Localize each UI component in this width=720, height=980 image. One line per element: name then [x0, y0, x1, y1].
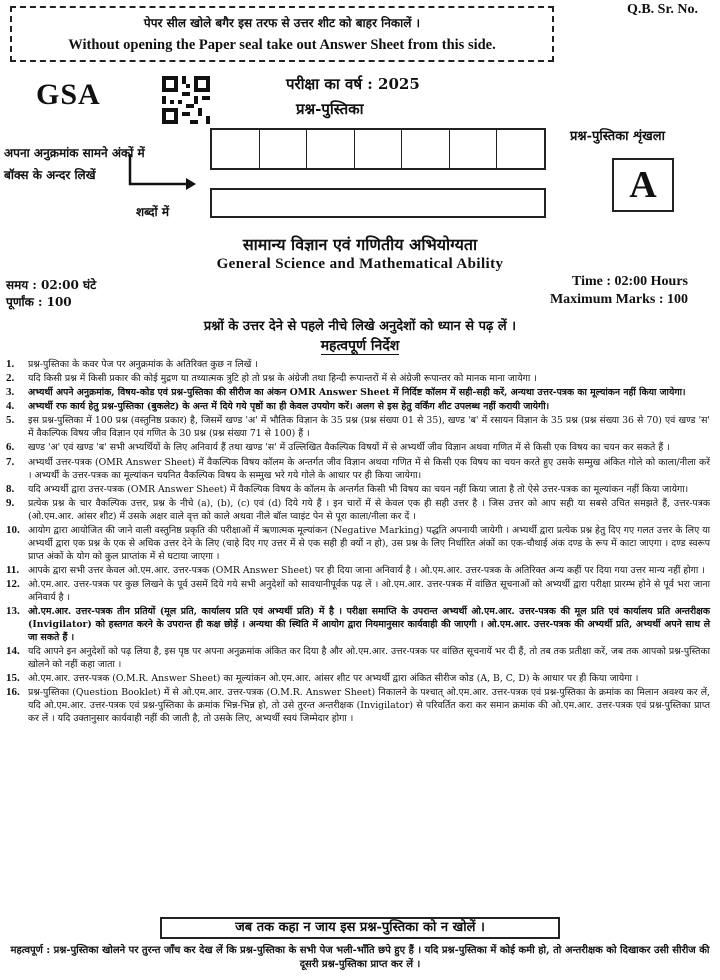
roll-digit-box[interactable]	[355, 130, 403, 168]
roll-digit-box[interactable]	[307, 130, 355, 168]
instruction-text: यदि आपने इन अनुदेशों को पढ़ लिया है, इस पृष्ठ पर अपना अनुक्रमांक अंकित कर दिया है और ओ.एम.आर. उत्तर-पत्रक पर वांछित सूचनायें भर दी हैं, तो तब तक प्रतीक्षा करें, जब तक आपको प्रश्न-पुस्तिका खोलने को नहीं कहा जाता ।	[28, 646, 710, 671]
do-not-open-notice: जब तक कहा न जाय इस प्रश्न-पुस्तिका को न खोलें ।	[160, 917, 560, 939]
roll-number-instruction	[4, 142, 145, 186]
instruction-text: अभ्यर्थी रफ कार्य हेतु प्रश्न-पुस्तिका (बुकलेट) के अन्त में दिये गये पृष्ठों का ही केवल उपयोग करें। अलग से इस हेतु वर्किंग शीट उपलब्ध नहीं करायी जायेगी।	[28, 401, 550, 413]
arrow-right-icon	[128, 150, 198, 190]
roll-digit-box[interactable]	[402, 130, 450, 168]
instruction-item	[6, 645, 710, 671]
instruction-text: ओ.एम.आर. उत्तर-पत्रक तीन प्रतियों (मूल प्रति, कार्यालय प्रति एवं अभ्यर्थी प्रति) में है । परीक्षा समाप्ति के उपरान्त अभ्यर्थी ओ.एम.आर. उत्तर-पत्रक की मूल प्रति एवं कार्यालय प्रति अन्तरीक्षक (Invigilator) को हस्तगत करने के उपरान्त ही कक्ष छोड़ें । अन्यथा की स्थिति में आयोग द्वारा नियमानुसार कार्यवाही की जाएगी । ओ.एम.आर. उत्तर-पत्रक की अभ्यर्थी प्रति, अभ्यर्थी अपने साथ ले जा सकते हैं ।	[28, 606, 710, 644]
instruction-text: यदि किसी प्रश्न में किसी प्रकार की कोई मुद्रण या तथ्यात्मक त्रुटि हो तो प्रश्न के अंग्रेजी तथा हिन्दी रूपान्तरों में से अंग्रेजी रूपान्तर को मानक माना जायेगा ।	[28, 373, 537, 385]
important-heading-text: महत्वपूर्ण निर्देश	[320, 338, 400, 354]
instruction-item	[6, 578, 710, 604]
seal-notice-english: Without opening the Paper seal take out Answer Sheet from this side.	[68, 37, 496, 53]
subject-title-english: General Science and Mathematical Ability	[216, 256, 504, 272]
instruction-text: आयोग द्वारा आयोजित की जाने वाली वस्तुनिष्ठ प्रकृति की परीक्षाओं में ऋणात्मक मूल्यांकन (Negative Marking) पद्धति अपनायी जायेगी । अभ्यर्थी द्वारा प्रत्येक प्रश्न हेतु दिए गए गलत उत्तर के लिए या अभ्यर्थी द्वारा एक प्रश्न के एक से अधिक उत्तर देने के लिए (चाहे दिए गए उत्तर में से एक सही ही क्यों न हो), उस प्रश्न के लिए निर्धारित अंकों का एक-चौथाई अंक दण्ड के रूप में काटा जाएगा । दण्ड स्वरूप प्राप्त अंकों के योग को कुल प्राप्तांक में से घटाया जाएगा ।	[28, 524, 710, 562]
booklet-series-label: प्रश्न-पुस्तिका शृंखला	[570, 129, 665, 144]
qr-code-icon	[162, 76, 210, 124]
instruction-number: 7.	[6, 455, 15, 468]
roll-instruction-line1: अपना अनुक्रमांक सामने अंकों में	[4, 146, 145, 160]
instruction-item	[6, 441, 710, 454]
instruction-text: इस प्रश्न-पुस्तिका में 100 प्रश्न (वस्तुनिष्ठ प्रकार) है, जिसमें खण्ड 'अ' में भौतिक विज्ञान के 35 प्रश्न (प्रश्न संख्या 01 से 35), खण्ड 'ब' में रसायन विज्ञान के 35 प्रश्न (प्रश्न संख्या 36 से 70) एवं खण्ड 'स' में वैकल्पिक विषय जीव विज्ञान एवं गणित के 30 प्रश्न (प्रश्न संख्या 71 से 100) हैं ।	[28, 415, 710, 440]
instruction-number: 5.	[6, 414, 15, 427]
instruction-text: ओ.एम.आर. उत्तर-पत्रक (O.M.R. Answer Sheet) का मूल्यांकन ओ.एम.आर. आंसर शीट पर अभ्यर्थी द्वारा अंकित सीरीज कोड (A, B, C, D) के आधार पर ही किया जायेगा ।	[28, 673, 639, 685]
marks-hindi: पूर्णांक : 100	[6, 295, 72, 309]
instruction-number: 12.	[6, 578, 20, 591]
read-instructions-note: प्रश्नों के उत्तर देने से पहले नीचे लिखे अनुदेशों को ध्यान से पढ़ लें ।	[203, 319, 517, 334]
instruction-number: 1.	[6, 358, 15, 370]
booklet-code: GSA	[36, 78, 101, 111]
instruction-item	[6, 564, 710, 577]
time-english: Time : 02:00 Hours	[571, 274, 688, 289]
instruction-item	[6, 358, 710, 371]
booklet-series-box: A	[612, 158, 674, 212]
roll-digit-box[interactable]	[260, 130, 308, 168]
instruction-number: 16.	[6, 686, 20, 699]
instruction-number: 2.	[6, 372, 15, 385]
instruction-text: अभ्यर्थी अपने अनुक्रमांक, विषय-कोड एवं प्रश्न-पुस्तिका की सीरीज का अंकन OMR Answer Sheet में निर्दिष्ट कॉलम में सही-सही करें, अन्यथा उत्तर-पत्रक का मूल्यांकन नहीं किया जायेगा।	[28, 387, 686, 399]
instruction-item	[6, 524, 710, 563]
instruction-number: 13.	[6, 605, 20, 618]
instruction-text: आपके द्वारा सभी उत्तर केवल ओ.एम.आर. उत्तर-पत्रक (OMR Answer Sheet) पर ही दिया जाना अनिवार्य है । ओ.एम.आर. उत्तर-पत्रक के अतिरिक्त अन्य कहीं पर दिया गया उत्तर मान्य नहीं होगा ।	[28, 564, 705, 576]
subject-title-hindi: सामान्य विज्ञान एवं गणितीय अभियोग्यता	[242, 235, 478, 254]
instruction-number: 10.	[6, 523, 20, 536]
roll-instruction-line2: बॉक्स के अन्दर लिखें	[4, 168, 96, 182]
seal-notice-hindi: पेपर सील खोले बगैर इस तरफ से उत्तर शीट को बाहर निकालें ।	[143, 16, 421, 30]
roll-number-in-words-box[interactable]	[210, 188, 546, 218]
instruction-text: अभ्यर्थी उत्तर-पत्रक (OMR Answer Sheet) में वैकल्पिक विषय कॉलम के अन्तर्गत जीव विज्ञान अथवा गणित में से किसी एक विषय का चयन करते हुए उसके सम्मुख अंकित गोले को काला/नीला करें । अभ्यर्थी के उत्तर-पत्रक का मूल्यांकन चयनित वैकल्पिक विषय के सम्मुख भरे गये गोले के आधार पर ही किया जायेगा।	[28, 456, 710, 481]
seal-notice-box	[10, 6, 554, 62]
instruction-item	[6, 414, 710, 440]
instruction-item	[6, 400, 710, 413]
instruction-number: 3.	[6, 386, 15, 399]
roll-digit-box[interactable]	[450, 130, 498, 168]
time-hindi: समय : 02:00 घंटे	[6, 278, 97, 292]
marks-english: Maximum Marks : 100	[549, 292, 688, 307]
instruction-number: 15.	[6, 672, 20, 685]
instruction-item	[6, 386, 710, 399]
instruction-text: प्रश्न-पुस्तिका (Question Booklet) में से ओ.एम.आर. उत्तर-पत्रक (O.M.R. Answer Sheet) निकालने के पश्चात् ओ.एम.आर. उत्तर-पत्रक एवं प्रश्न-पुस्तिका के क्रमांक का मिलान अवश्य कर लें, यदि ओ.एम.आर. उत्तर-पत्रक एवं प्रश्न-पुस्तिका के क्रमांक भिन्न-भिन्न हो, तो उसे तुरन्त अन्तरीक्षक (Invigilator) से परिवर्तित करा कर समान क्रमांक की ओ.एम.आर. उत्तर-पत्रक एवं प्रश्न-पुस्तिका प्राप्त कर लें । यदि उक्तानुसार कार्यवाही नहीं की जाती है, तो उसके लिए, अभ्यर्थी स्वयं जिम्मेदार होगा ।	[28, 687, 710, 725]
footer-important-note: महत्वपूर्ण : प्रश्न-पुस्तिका खोलने पर तुरन्त जाँच कर देख लें कि प्रश्न-पुस्तिका के सभी पेज भली-भाँति छपे हुए हैं । यदि प्रश्न-पुस्तिका में कोई कमी हो, तो अन्तरीक्षक को दिखाकर उसी सीरीज की दूसरी प्रश्न-पुस्तिका प्राप्त कर लें ।	[10, 945, 710, 970]
instruction-item	[6, 497, 710, 523]
instruction-item	[6, 372, 710, 385]
roll-digit-box[interactable]	[497, 130, 544, 168]
booklet-name: प्रश्न-पुस्तिका	[296, 100, 364, 118]
instruction-number: 4.	[6, 400, 15, 413]
instructions-list	[6, 358, 710, 727]
instruction-item	[6, 483, 710, 496]
instruction-item	[6, 672, 710, 685]
instruction-text: यदि अभ्यर्थी द्वारा उत्तर-पत्रक (OMR Answer Sheet) में वैकल्पिक विषय के कॉलम के अन्तर्गत किसी भी विषय का चयन नहीं किया जाता है तो ऐसे उत्तर-पत्रक का मूल्यांकन नहीं किया जायेगा।	[28, 483, 689, 495]
in-words-label: शब्दों में	[136, 205, 169, 219]
roll-number-digit-boxes[interactable]	[210, 128, 546, 170]
instruction-number: 6.	[6, 441, 15, 454]
instruction-text: ओ.एम.आर. उत्तर-पत्रक पर कुछ लिखने के पूर्व उसमें दिये गये सभी अनुदेशों को सावधानीपूर्वक पढ़ लें । ओ.एम.आर. उत्तर-पत्रक में वांछित सूचनाओं को अभ्यर्थी द्वारा परीक्षा प्रारम्भ होने से पूर्व भरा जाना अनिवार्य है ।	[28, 579, 710, 604]
instruction-number: 9.	[6, 496, 15, 509]
instruction-text: प्रत्येक प्रश्न के चार वैकल्पिक उत्तर, प्रश्न के नीचे (a), (b), (c) एवं (d) दिये गये हैं । इन चारों में से केवल एक ही सही उत्तर है । जिस उत्तर को आप सही या सबसे उचित समझते हैं, उत्तर-पत्रक (ओ.एम.आर. आंसर शीट) में उसके अक्षर वाले वृत्त को काले अथवा नीले बॉल प्वाइंट पेन से पूरा काला/नीला कर दें ।	[28, 497, 710, 522]
instruction-item	[6, 605, 710, 644]
instruction-item	[6, 686, 710, 725]
exam-year: परीक्षा का वर्ष : 2025	[286, 75, 420, 93]
roll-digit-box[interactable]	[212, 130, 260, 168]
instruction-number: 14.	[6, 645, 20, 658]
instruction-text: खण्ड 'अ' एवं खण्ड 'ब' सभी अभ्यर्थियों के लिए अनिवार्य हैं तथा खण्ड 'स' में उल्लिखित वैकल्पिक विषयों में से अभ्यर्थी जीव विज्ञान अथवा गणित में से किसी एक विषय का चयन कर सकते हैं ।	[28, 442, 670, 454]
instruction-number: 8.	[6, 482, 15, 495]
instruction-text: प्रश्न-पुस्तिका के कवर पेज पर अनुक्रमांक के अतिरिक्त कुछ न लिखें ।	[28, 359, 258, 370]
qb-serial-number-label: Q.B. Sr. No.	[626, 2, 698, 17]
instruction-number: 11.	[6, 563, 20, 576]
instruction-item	[6, 456, 710, 482]
important-instructions-heading	[0, 336, 720, 355]
